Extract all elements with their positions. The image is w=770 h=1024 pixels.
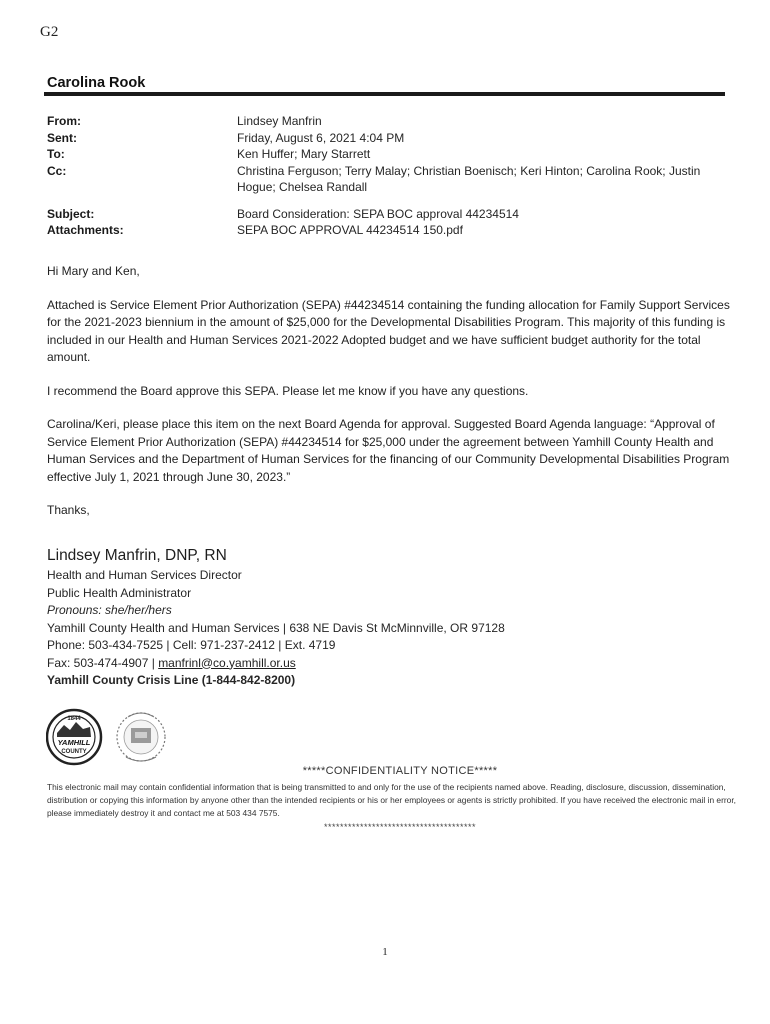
confidentiality-title: *****CONFIDENTIALITY NOTICE***** <box>302 765 498 777</box>
body-paragraph: I recommend the Board approve this SEPA. Please let me know if you have any questions. <box>47 383 529 398</box>
signature-fax: Fax: 503-474-4907 | <box>47 655 159 670</box>
seal-year-text: 1844 <box>67 716 81 722</box>
attachment-value: SEPA BOC APPROVAL 44234514 150.pdf <box>237 223 463 237</box>
header-label: To: <box>47 147 65 161</box>
subject-value: Board Consideration: SEPA BOC approval 44234514 <box>237 206 519 221</box>
seal-main-text: YAMHILL <box>57 738 91 747</box>
to-value: Ken Huffer; Mary Starrett <box>237 147 371 161</box>
header-row-cc <box>47 163 727 196</box>
header-row-from <box>47 113 727 130</box>
header-label: Sent: <box>47 130 77 145</box>
sent-value: Friday, August 6, 2021 4:04 PM <box>237 130 405 145</box>
mailbox-owner-name: Carolina Rook <box>47 75 146 91</box>
closing: Thanks, <box>47 503 90 517</box>
header-label: Subject: <box>47 206 95 221</box>
greeting: Hi Mary and Ken, <box>47 264 140 278</box>
header-row-to <box>47 146 727 163</box>
signature-title: Public Health Administrator <box>47 585 192 600</box>
body-paragraph: Carolina/Keri, please place this item on the next Board Agenda for approval. Suggested Board Agenda language: “Approval of Service Element Prior Authorization (SEPA) #44234514 for $25,000 under the agreement between Yamhill County Health and Human Services and the Department of Human Services for the financing of our Community Developmental Disabilities Program effective July 1, 2021 through June 30, 2023.” <box>47 417 730 484</box>
header-label: Attachments: <box>47 223 124 237</box>
header-divider <box>44 92 725 96</box>
page-label: G2 <box>40 24 59 40</box>
county-seal-logo <box>46 703 176 773</box>
confidentiality-end-rule: ************************************** <box>323 822 477 832</box>
signature-phone: Phone: 503-434-7525 | Cell: 971-237-2412 | Ext. 4719 <box>47 638 336 652</box>
from-value: Lindsey Manfrin <box>237 114 322 128</box>
email-body <box>47 263 737 536</box>
signature-title: Health and Human Services Director <box>47 568 242 582</box>
signature-pronouns: Pronouns: she/her/hers <box>47 603 172 617</box>
confidentiality-text: This electronic mail may contain confidential information that is being transmitted to and only for the use of the recipients named above. Reading, disclosure, discussion, dissemination, distribution or copying this information by anyone other than the intended recipients or his or her employees or agents is strictly prohibited. If you have received the electronic mail in error, please immediately destroy it and contact me at 503 434 7575. <box>47 782 736 818</box>
signature-address: Yamhill County Health and Human Services | 638 NE Davis St McMinnville, OR 97128 <box>47 620 505 635</box>
secondary-badge-logo <box>117 713 165 761</box>
page-number: 1 <box>382 946 388 958</box>
signature-email-link[interactable]: manfrinl@co.yamhill.or.us <box>158 655 296 670</box>
header-label: From: <box>47 114 81 128</box>
signature-name: Lindsey Manfrin, DNP, RN <box>47 547 227 564</box>
header-row-sent <box>47 130 727 147</box>
body-paragraph: Attached is Service Element Prior Authorization (SEPA) #44234514 containing the funding allocation for Family Support Services for the 2021-2023 biennium in the amount of $25,000 for the Developmental Disabilities Program. This majority of this funding is included in our Health and Human Services 2021-2022 Adopted budget and we have sufficient budget authority for the total amount. <box>47 297 730 364</box>
cc-value: Christina Ferguson; Terry Malay; Christian Boenisch; Keri Hinton; Carolina Rook; Justin Hogue; Chelsea Randall <box>237 163 701 194</box>
email-header <box>47 113 727 239</box>
logo-group <box>46 703 176 773</box>
header-row-attachments <box>47 222 727 239</box>
header-row-subject <box>47 206 727 223</box>
header-label: Cc: <box>47 163 67 178</box>
signature-crisis-line: Yamhill County Crisis Line (1-844-842-8200) <box>47 673 296 687</box>
signature-fax-line <box>47 655 647 673</box>
seal-sub-text: COUNTY <box>61 749 87 755</box>
signature-block <box>47 545 647 690</box>
